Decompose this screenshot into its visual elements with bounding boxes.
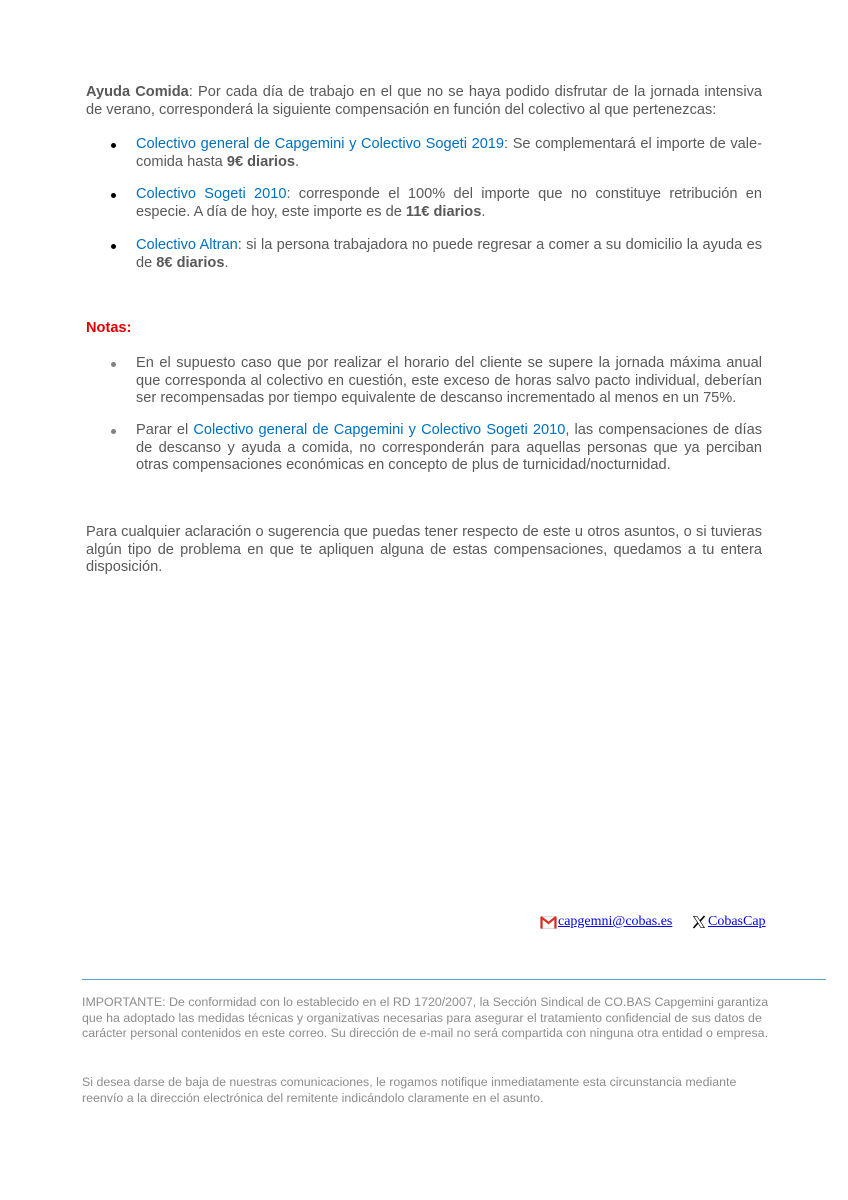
ayuda-comida-label: Ayuda Comida <box>86 84 189 100</box>
email-link[interactable]: capgemni@cobas.es <box>558 914 673 929</box>
ayuda-comida-text: : Por cada día de trabajo en el que no se haya podido disfrutar de la jornada intensiva de verano, corresponderá la siguiente compensación en función del colectivo al que pertenezcas: <box>86 84 762 118</box>
colectivo-link[interactable]: Colectivo Sogeti 2010 <box>136 186 287 202</box>
list-item: Colectivo Altran: si la persona trabajadora no puede regresar a comer a su domicilio la ayuda es de 8€ diarios. <box>136 237 762 272</box>
amount: 11€ diarios <box>405 203 482 220</box>
bullet-icon <box>111 143 116 148</box>
amount: 9€ diarios <box>226 153 295 170</box>
ayuda-comida-paragraph <box>86 84 762 119</box>
notas-heading: Notas: <box>86 320 132 336</box>
bullet-icon <box>111 244 116 249</box>
footer-unsubscribe: Si desea darse de baja de nuestras comunicaciones, le rogamos notifique inmediatamente esta circunstancia mediante reenvío a la dirección electrónica del remitente indicándolo claramente en el asunto. <box>82 1075 737 1105</box>
list-item <box>136 355 762 408</box>
bullet-icon <box>111 193 116 198</box>
list-item: Colectivo general de Capgemini y Colectivo Sogeti 2019: Se complementará el importe de vale-comida hasta 9€ diarios. <box>136 136 762 171</box>
note-text: En el supuesto caso que por realizar el horario del cliente se supere la jornada máxima anual que corresponda al colectivo en cuestión, este exceso de horas salvo pacto individual, deberían ser recompensadas por tiempo equivalente de descanso incrementado al menos en un 75%. <box>136 355 762 407</box>
email-contact <box>540 914 672 930</box>
bullet-icon <box>111 429 116 434</box>
gmail-icon <box>540 916 557 929</box>
list-item: Parar el Colectivo general de Capgemini y Colectivo Sogeti 2010, las compensaciones de días de descanso y ayuda a comida, no corresponderán para aquellas personas que ya perciban otras compensaciones económicas en concepto de plus de turnicidad/nocturnidad. <box>136 422 762 475</box>
x-icon <box>692 915 706 929</box>
footer-divider <box>82 979 826 980</box>
colectivo-link[interactable]: Colectivo general de Capgemini y Colectivo Sogeti 2019 <box>136 136 505 152</box>
bullet-icon <box>111 362 116 367</box>
list-item: Colectivo Sogeti 2010: corresponde el 100% del importe que no constituye retribución en especie. A día de hoy, este importe es de 11€ diarios. <box>136 186 762 221</box>
x-contact <box>692 914 766 930</box>
colectivo-link[interactable]: Colectivo general de Capgemini y Colectivo Sogeti 2010 <box>193 422 566 438</box>
footer-important: IMPORTANTE: De conformidad con lo establecido en el RD 1720/2007, la Sección Sindical de CO.BAS Capgemini garantiza que ha adoptado las medidas técnicas y organizativas necesarias para asegurar el tratamiento confidencial de sus datos de carácter personal contenidos en este correo. Su dirección de e-mail no será compartida con ninguna otra entidad o empresa. <box>82 995 769 1041</box>
colectivo-link[interactable]: Colectivo Altran <box>136 237 238 253</box>
closing-paragraph: Para cualquier aclaración o sugerencia que puedas tener respecto de este u otros asuntos, o si tuvieras algún tipo de problema en que te apliquen alguna de estas compensaciones, quedamos a tu entera disposición. <box>86 524 762 576</box>
amount: 8€ diarios <box>156 254 225 271</box>
x-handle-link[interactable]: CobasCap <box>708 914 766 929</box>
